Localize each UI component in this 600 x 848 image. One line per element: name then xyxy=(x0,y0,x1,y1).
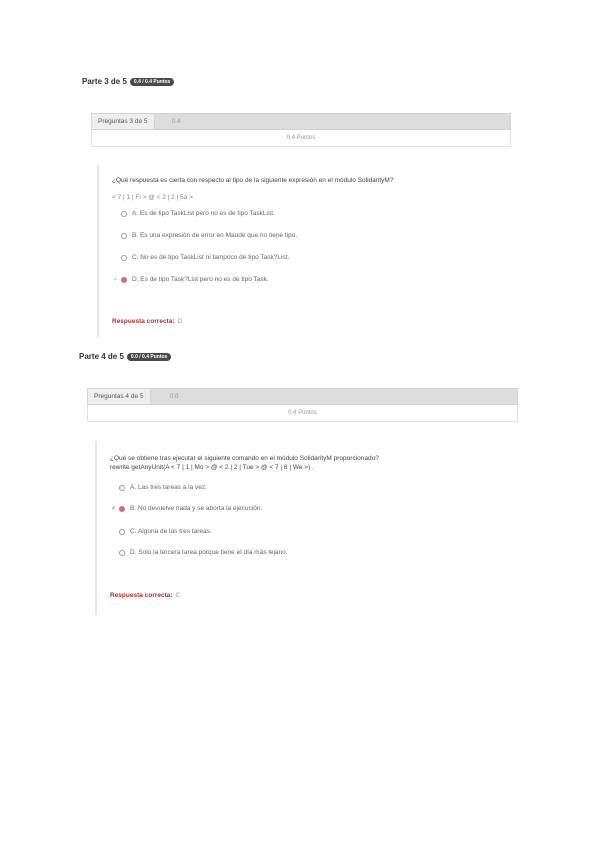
part-4-score-badge: 0.0 / 0.4 Puntos xyxy=(127,353,171,361)
correct-answer-value: C xyxy=(175,592,181,599)
question-4-points: 0.4 Puntos xyxy=(87,405,518,422)
option-a-label: A. Las tres tareas a la vez. xyxy=(130,484,207,491)
question-4-correct-answer xyxy=(110,592,180,599)
correct-answer-label: Respuesta correcta: xyxy=(112,318,175,325)
question-3-points: 0.4 Puntos xyxy=(91,130,511,147)
part-4-title-text: Parte 4 de 5 xyxy=(79,352,124,361)
correct-answer-label: Respuesta correcta: xyxy=(110,592,173,599)
option-c-label: C. No es de tipo TaskList ni tampoco de tipo Task?List. xyxy=(132,254,290,261)
radio-selected-icon[interactable] xyxy=(119,506,125,512)
radio-icon[interactable] xyxy=(121,255,127,261)
radio-icon[interactable] xyxy=(121,211,127,217)
part-3-score-badge: 0.4 / 0.4 Puntos xyxy=(130,78,174,86)
question-4-tab[interactable]: Preguntas 4 de 5 xyxy=(88,389,151,404)
option-b-label: B. No devuelve nada y se aborta la ejecución. xyxy=(130,505,263,512)
radio-icon[interactable] xyxy=(121,233,127,239)
question-4-option-a[interactable] xyxy=(111,484,207,491)
option-c-label: C. Alguna de las tres tareas. xyxy=(130,528,212,535)
cross-icon: ✕ xyxy=(111,506,117,512)
question-4-option-d[interactable] xyxy=(111,549,288,556)
part-3-title-text: Parte 3 de 5 xyxy=(82,77,127,86)
radio-icon[interactable] xyxy=(119,529,125,535)
question-3-option-d[interactable] xyxy=(113,276,269,283)
question-4-text: ¿Qué se obtiene tras ejecutar el siguiente comando en el módulo SolidarityM proporcionado? xyxy=(110,455,379,462)
question-3-header xyxy=(91,113,511,130)
option-d-label: D. Es de tipo Task?List pero no es de tipo Task. xyxy=(132,276,269,283)
question-4-score: 0.0 xyxy=(170,393,179,400)
correct-answer-value: D xyxy=(177,318,183,325)
part-4-title xyxy=(79,352,171,361)
question-3-correct-answer xyxy=(112,318,182,325)
question-3-tab[interactable]: Preguntas 3 de 5 xyxy=(92,114,155,129)
question-4-body xyxy=(95,441,517,615)
question-4-expression: rewrite getAnyUnit(A < 7 | 1 | Mo > @ < 2 | 2 | Tue > @ < 7 | 8 | We >) . xyxy=(110,464,314,471)
radio-icon[interactable] xyxy=(119,485,125,491)
question-3-text: ¿Qué respuesta es cierta con respecto al tipo de la siguiente expresión en el módulo SolidarityM? xyxy=(112,177,394,184)
option-d-label: D. Solo la tercera tarea porque tiene el día más lejano. xyxy=(130,549,288,556)
part-3-title xyxy=(82,77,174,86)
question-4-header xyxy=(87,388,518,405)
question-3-score: 0.4 xyxy=(172,118,181,125)
question-3-option-a[interactable] xyxy=(113,210,275,217)
question-3-expression: < 7 | 1 | Fi > @ < 2 | 2 | 5a > xyxy=(112,194,193,201)
radio-selected-icon[interactable] xyxy=(121,277,127,283)
check-icon: ✓ xyxy=(113,277,119,283)
question-3-body xyxy=(97,165,509,337)
option-b-label: B. Es una expresión de error en Maude que no tiene tipo. xyxy=(132,232,298,239)
option-a-label: A. Es de tipo TaskList pero no es de tipo TaskList. xyxy=(132,210,275,217)
question-3-option-c[interactable] xyxy=(113,254,289,261)
question-4-option-b[interactable] xyxy=(111,505,262,512)
question-3-option-b[interactable] xyxy=(113,232,297,239)
question-4-option-c[interactable] xyxy=(111,528,212,535)
radio-icon[interactable] xyxy=(119,550,125,556)
